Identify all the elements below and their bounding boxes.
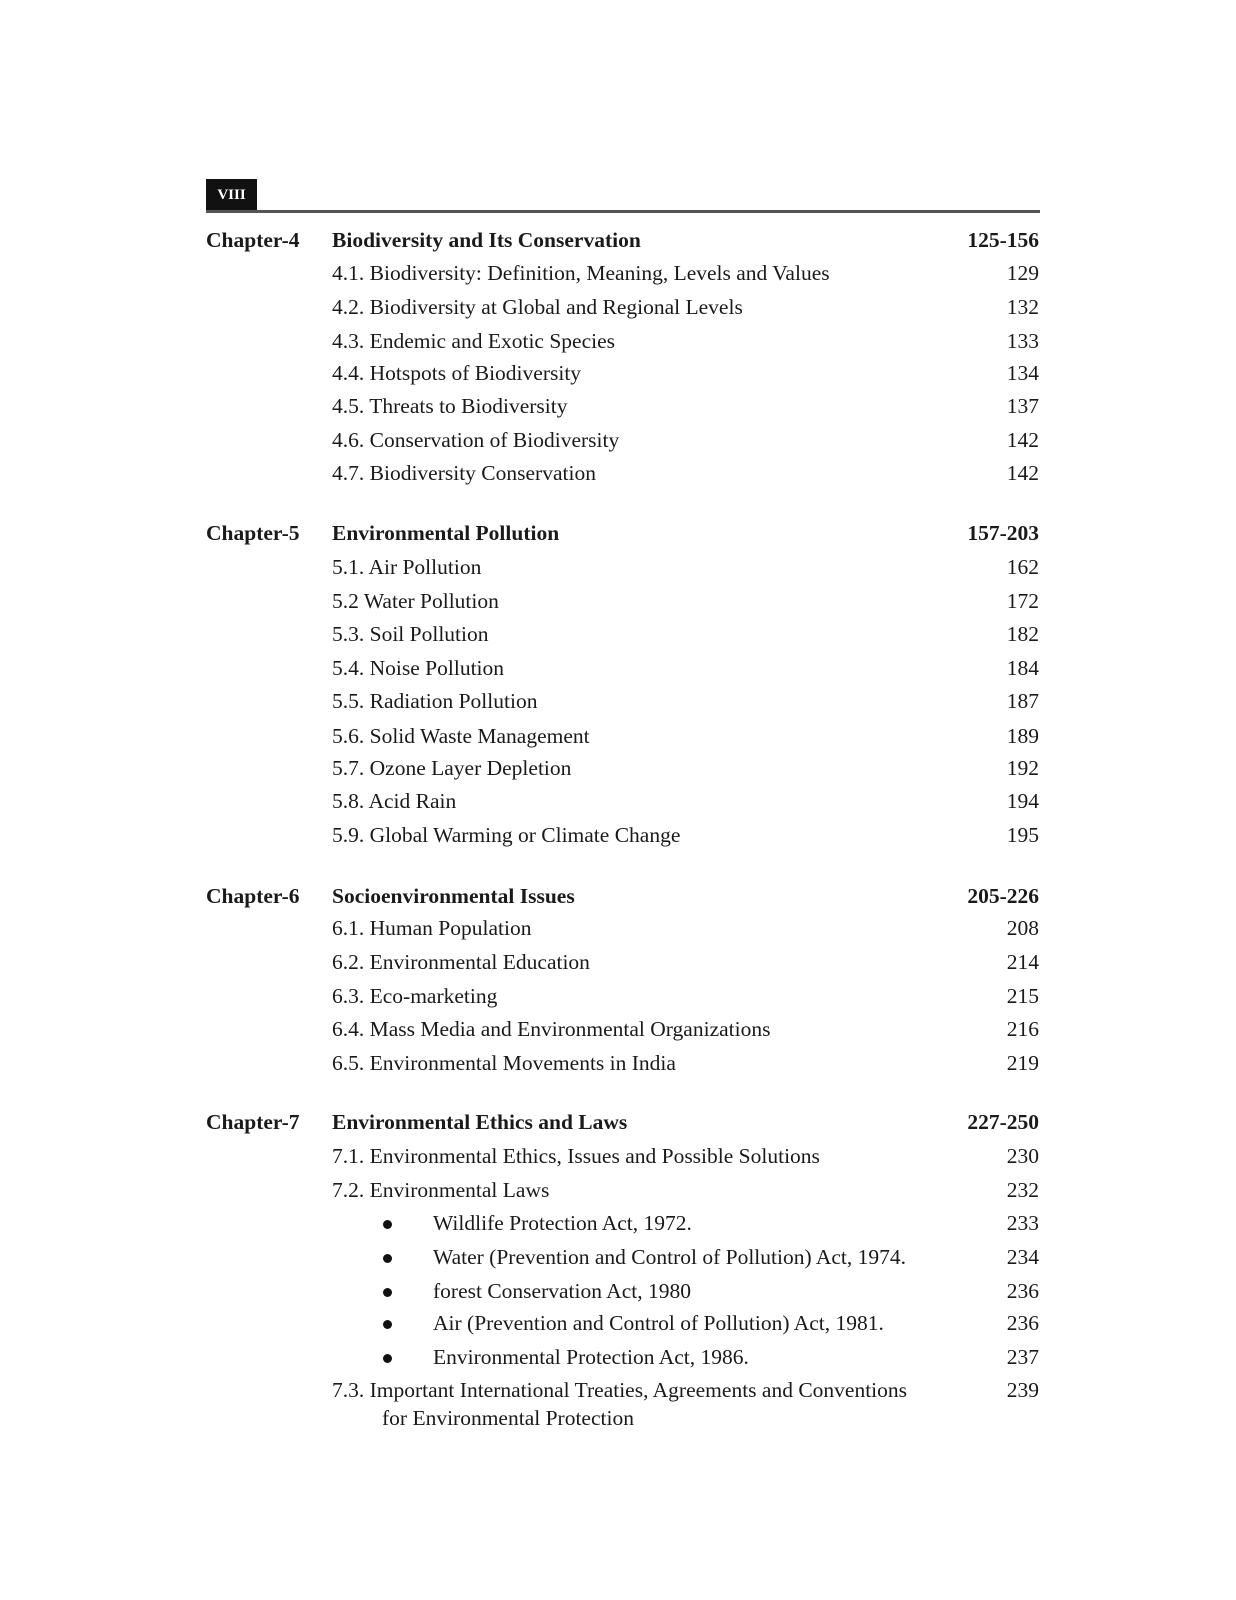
chapter-label: Chapter-4 [206,228,300,252]
toc-entry[interactable] [0,947,1236,977]
toc-entry[interactable] [0,391,1236,421]
entry-page: 232 [1006,1178,1039,1202]
entry-page: 172 [1006,589,1039,613]
toc-entry[interactable] [0,721,1236,751]
toc-entry[interactable] [0,1175,1236,1205]
page-number: VIII [217,187,246,203]
entry-page: 208 [1006,916,1039,940]
chapter-page-range: 205-226 [967,884,1039,908]
entry-title: Air (Prevention and Control of Pollution) Act, 1981. [433,1311,884,1335]
entry-title: 4.3. Endemic and Exotic Species [332,329,616,353]
entry-title: 4.6. Conservation of Biodiversity [332,428,620,452]
chapter-page-range: 125-156 [967,228,1039,252]
chapter-heading[interactable] [0,881,1236,911]
toc-entry[interactable] [0,1276,1236,1306]
entry-title: 6.5. Environmental Movements in India [332,1051,676,1075]
entry-title: 6.3. Eco-marketing [332,984,498,1008]
entry-page: 189 [1006,724,1039,748]
entry-title: forest Conservation Act, 1980 [433,1279,691,1303]
bullet-icon [383,1354,392,1363]
toc-entry[interactable] [0,1242,1236,1272]
toc-entry[interactable] [0,1014,1236,1044]
toc-entry[interactable] [0,586,1236,616]
bullet-icon [383,1220,392,1229]
entry-page: 236 [1006,1279,1039,1303]
toc-entry[interactable] [0,913,1236,943]
entry-title: Environmental Protection Act, 1986. [433,1345,749,1369]
header-rule [206,210,1040,213]
toc-entry[interactable] [0,258,1236,288]
chapter-label: Chapter-6 [206,884,300,908]
entry-page: 215 [1006,984,1039,1008]
toc-entry[interactable] [0,653,1236,683]
entry-page: 134 [1006,361,1039,385]
chapter-page-range: 157-203 [967,521,1039,545]
entry-page: 233 [1006,1211,1039,1235]
entry-title: 5.3. Soil Pollution [332,622,489,646]
toc-entry[interactable] [0,1342,1236,1372]
entry-page: 214 [1006,950,1039,974]
toc-entry[interactable] [0,753,1236,783]
entry-title: 5.7. Ozone Layer Depletion [332,756,572,780]
bullet-icon [383,1320,392,1329]
chapter-title: Socioenvironmental Issues [332,884,575,908]
toc-entry[interactable] [0,1048,1236,1078]
toc-entry[interactable] [0,686,1236,716]
entry-title: Wildlife Protection Act, 1972. [433,1211,692,1235]
chapter-title: Biodiversity and Its Conservation [332,228,641,252]
entry-page: 237 [1006,1345,1039,1369]
entry-title: 4.1. Biodiversity: Definition, Meaning, Levels and Values [332,261,830,285]
entry-page: 182 [1006,622,1039,646]
chapter-heading[interactable] [0,225,1236,255]
entry-page: 219 [1006,1051,1039,1075]
toc-entry[interactable] [0,358,1236,388]
entry-page: 239 [1006,1378,1039,1402]
page-number-badge [206,179,257,212]
entry-title: 6.4. Mass Media and Environmental Organizations [332,1017,771,1041]
entry-page: 194 [1006,789,1039,813]
entry-page: 192 [1006,756,1039,780]
entry-title: 7.2. Environmental Laws [332,1178,550,1202]
entry-page: 142 [1006,428,1039,452]
entry-page: 142 [1006,461,1039,485]
entry-page: 230 [1006,1144,1039,1168]
chapter-title: Environmental Pollution [332,521,560,545]
entry-title: for Environmental Protection [382,1406,634,1430]
toc-entry[interactable] [0,619,1236,649]
entry-page: 236 [1006,1311,1039,1335]
entry-title: 5.8. Acid Rain [332,789,457,813]
toc-entry[interactable] [0,326,1236,356]
entry-title: 4.2. Biodiversity at Global and Regional Levels [332,295,743,319]
entry-title: 5.2 Water Pollution [332,589,499,613]
chapter-heading[interactable] [0,1107,1236,1137]
toc-entry[interactable] [0,1141,1236,1171]
toc-entry[interactable] [0,1403,1236,1433]
entry-page: 216 [1006,1017,1039,1041]
entry-title: 4.5. Threats to Biodiversity [332,394,568,418]
toc-entry[interactable] [0,552,1236,582]
entry-title: 7.1. Environmental Ethics, Issues and Possible Solutions [332,1144,820,1168]
entry-title: Water (Prevention and Control of Pollution) Act, 1974. [433,1245,906,1269]
entry-page: 137 [1006,394,1039,418]
entry-title: 5.4. Noise Pollution [332,656,505,680]
chapter-label: Chapter-7 [206,1110,300,1134]
toc-entry[interactable] [0,1375,1236,1405]
chapter-title: Environmental Ethics and Laws [332,1110,628,1134]
entry-title: 5.9. Global Warming or Climate Change [332,823,681,847]
entry-page: 184 [1006,656,1039,680]
entry-page: 133 [1006,329,1039,353]
bullet-icon [383,1288,392,1297]
toc-entry[interactable] [0,292,1236,322]
toc-entry[interactable] [0,1308,1236,1338]
toc-entry[interactable] [0,981,1236,1011]
entry-title: 7.3. Important International Treaties, Agreements and Conventions [332,1378,908,1402]
entry-page: 132 [1006,295,1039,319]
entry-title: 5.6. Solid Waste Management [332,724,590,748]
toc-entry[interactable] [0,820,1236,850]
chapter-page-range: 227-250 [967,1110,1039,1134]
entry-page: 195 [1006,823,1039,847]
bullet-icon [383,1254,392,1263]
toc-entry[interactable] [0,1208,1236,1238]
entry-title: 6.1. Human Population [332,916,532,940]
entry-page: 162 [1006,555,1039,579]
entry-title: 6.2. Environmental Education [332,950,590,974]
entry-page: 129 [1006,261,1039,285]
chapter-label: Chapter-5 [206,521,300,545]
entry-page: 234 [1006,1245,1039,1269]
entry-title: 5.1. Air Pollution [332,555,482,579]
entry-title: 4.7. Biodiversity Conservation [332,461,596,485]
toc-entry[interactable] [0,458,1236,488]
chapter-heading[interactable] [0,518,1236,548]
entry-title: 5.5. Radiation Pollution [332,689,538,713]
toc-entry[interactable] [0,786,1236,816]
entry-page: 187 [1006,689,1039,713]
toc-entry[interactable] [0,425,1236,455]
entry-title: 4.4. Hotspots of Biodiversity [332,361,582,385]
